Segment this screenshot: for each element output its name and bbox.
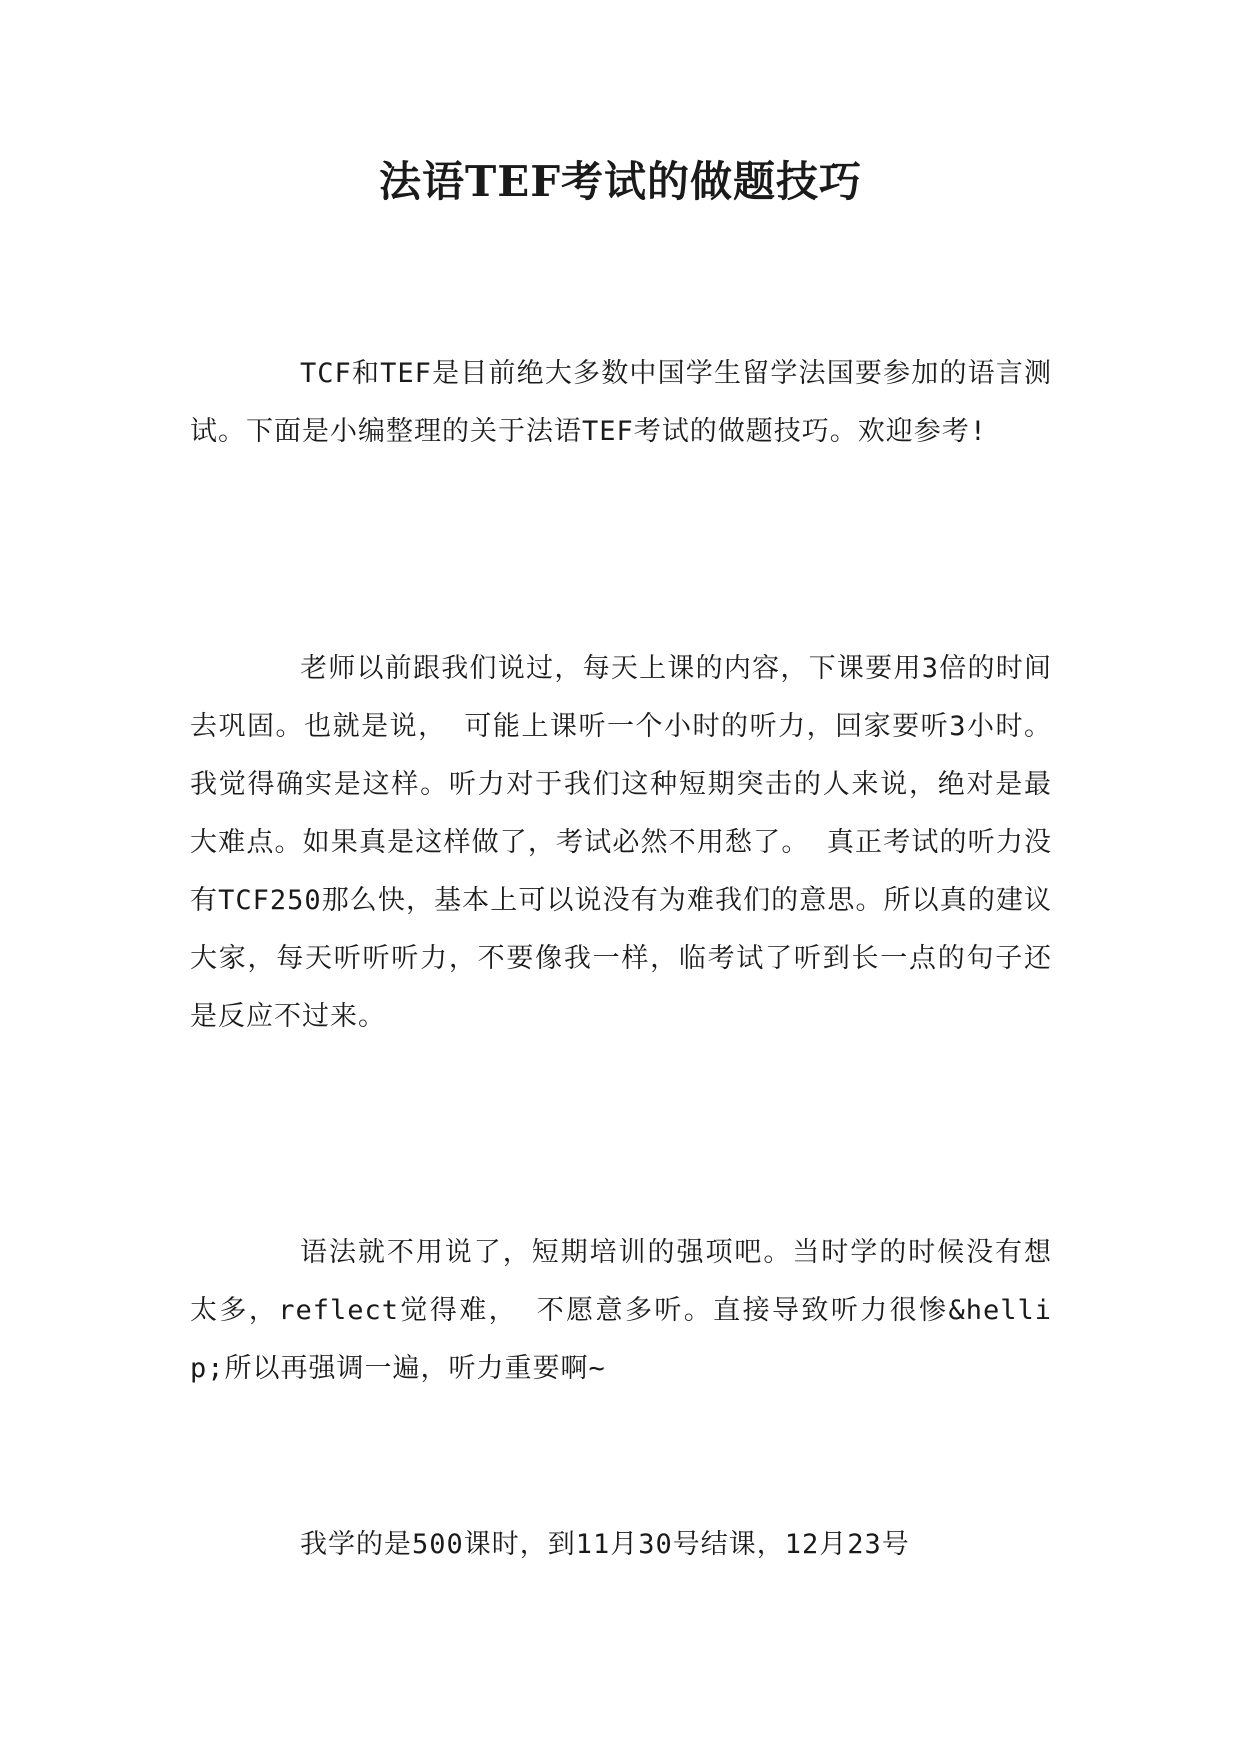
paragraph-intro: TCF和TEF是目前绝大多数中国学生留学法国要参加的语言测试。下面是小编整理的关于法语TEF考试的做题技巧。欢迎参考! <box>190 358 1052 447</box>
document-title: 法语TEF考试的做题技巧 <box>378 157 863 206</box>
paragraph-grammar: 语法就不用说了，短期培训的强项吧。当时学的时候没有想太多，reflect觉得难， 不愿意多听。直接导致听力很惨&hellip;所以再强调一遍，听力重要啊~ <box>190 1237 1052 1384</box>
paragraph-course-hours: 我学的是500课时，到11月30号结课，12月23号 <box>300 1529 910 1560</box>
paragraph-listening-advice: 老师以前跟我们说过，每天上课的内容，下课要用3倍的时间去巩固。也就是说， 可能上课听一个小时的听力，回家要听3小时。我觉得确实是这样。听力对于我们这种短期突击的人来说，绝对是最大难点。如果真是这样做了，考试必然不用愁了。 真正考试的听力没有TCF250那么快，基本上可以说没有为难我们的意思。所以真的建议大家，每天听听听力，不要像我一样，临考试了听到长一点的句子还是反应不过来。 <box>190 653 1052 1032</box>
